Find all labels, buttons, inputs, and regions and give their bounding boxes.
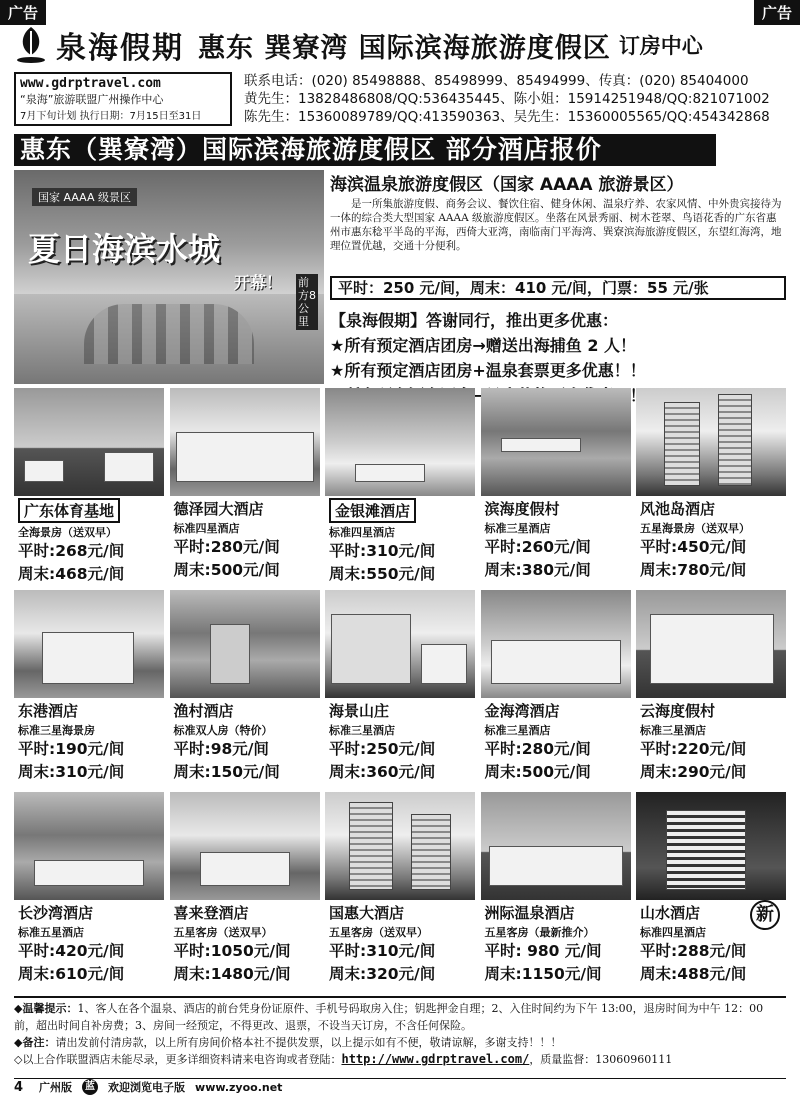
hotel-photo — [170, 388, 320, 496]
hotel-card[interactable] — [325, 590, 475, 792]
hotel-name: 洲际温泉酒店 — [484, 904, 575, 922]
hotel-photo — [481, 388, 631, 496]
booking-center: 订房中心 — [618, 34, 703, 58]
hotel-photo — [636, 590, 786, 698]
hotel-grid — [14, 388, 786, 994]
weekday-price: 平时:310元/间 — [329, 542, 436, 560]
spa-desc: 是一所集旅游度假、商务会议、餐饮住宿、健身休闲、温泉疗养、农家风情、中外贵宾接待为一体的综合类大型国家 AAAA 级旅游度假区。坐落在风景秀丽、树木苍翠、鸟语花香的广东省惠州市惠东稔平半岛的平海，西倚大亚湾，南临南门平海湾、巽寮滨海旅游度假区，东望红海湾，地理位置优越，交通十分便利。 — [330, 198, 782, 252]
valid-dates: 执行日期：7月15日至31日 — [79, 111, 202, 122]
hero-headline: 夏日海滨水城 — [28, 230, 221, 268]
hotel-card[interactable] — [325, 792, 475, 994]
header — [14, 20, 786, 132]
weekend-price: 周末:488元/间 — [640, 965, 747, 983]
website-link[interactable]: http://www.gdrptravel.com/ — [341, 1052, 530, 1066]
spa-section — [330, 170, 786, 274]
hotel-type: 标准三星酒店 — [640, 724, 706, 737]
weekend-price: 周末:1150元/间 — [484, 965, 602, 983]
hotel-name: 金银滩酒店 — [329, 498, 416, 523]
hotel-type: 标准双人房（特价） — [173, 724, 273, 737]
weekend-price: 周末:780元/间 — [640, 561, 747, 579]
hotel-photo — [14, 590, 164, 698]
hotel-photo — [636, 792, 786, 900]
hotel-photo — [325, 792, 475, 900]
tip-text: 1、客人在各个温泉、酒店的前台凭身份证原件、手机号码取房入住；钥匙押金自理；2、入住时间约为下午 13:00，退房时间为中午 12：00 前，超出时间自补房费；3、房间一经预定，不得更改、退票，不设当天订房，不含任何保险。 — [14, 1002, 764, 1032]
hotel-photo — [170, 792, 320, 900]
weekday-price: 平时:98元/间 — [173, 740, 269, 758]
distance-sign: 前方8公里 — [298, 276, 316, 328]
hotel-name: 山水酒店 — [640, 904, 701, 922]
hotel-name: 风池岛酒店 — [640, 500, 716, 518]
hotel-photo — [325, 590, 475, 698]
hotel-name: 长沙湾酒店 — [18, 904, 94, 922]
hotel-type: 标准四星酒店 — [640, 926, 706, 939]
weekend-price: 周末:550元/间 — [329, 565, 436, 583]
weekday-price: 平时:250元/间 — [329, 740, 436, 758]
hotel-name: 喜来登酒店 — [173, 904, 249, 922]
weekend-price: 周末:150元/间 — [173, 763, 280, 781]
weekend-price: 周末:290元/间 — [640, 763, 747, 781]
spa-price: 平时：250 元/间，周末：410 元/间，门票：55 元/张 — [330, 276, 786, 300]
hotel-photo — [14, 388, 164, 496]
hotel-photo — [14, 792, 164, 900]
weekend-price: 周末:380元/间 — [484, 561, 591, 579]
weekday-price: 平时:190元/间 — [18, 740, 125, 758]
leaf-logo-icon — [14, 25, 48, 65]
weekend-price: 周末:310元/间 — [18, 763, 125, 781]
hero-image — [14, 170, 324, 384]
weekday-price: 平时:1050元/间 — [173, 942, 291, 960]
hotel-type: 标准三星酒店 — [484, 522, 551, 535]
new-badge: 新 — [750, 900, 780, 930]
notes-section — [14, 996, 786, 1068]
hotel-type: 五星客房（最新推介） — [484, 926, 595, 939]
spa-title: 海滨温泉旅游度假区（国家 AAAA 旅游景区） — [330, 175, 684, 195]
weekday-price: 平时:268元/间 — [18, 542, 125, 560]
promo-item: ★所有预定酒店团房→赠送出海捕鱼 2 人！ — [330, 336, 637, 355]
plan-label: 7月下旬计划 — [20, 111, 77, 122]
hotel-card[interactable] — [14, 590, 164, 792]
phone-line: 联系电话：(020) 85498888、85498999、85494999、传真：(020) 85404000 — [244, 73, 749, 89]
weekday-price: 平时:220元/间 — [640, 740, 747, 758]
hotel-name: 金海湾酒店 — [484, 702, 560, 720]
website-url[interactable]: www.gdrptravel.com — [20, 76, 161, 91]
resort-title: 惠东 巽寮湾 国际滨海旅游度假区 — [198, 32, 611, 64]
hero-open: 开幕！ — [234, 273, 283, 292]
hotel-type: 标准四星酒店 — [173, 522, 240, 535]
org-name: “泉海”旅游联盟广州操作中心 — [20, 93, 164, 106]
contact-line-2: 陈先生：15360089789/QQ:413590363、吴先生：15360005565/QQ:454342868 — [244, 109, 770, 125]
hotel-name: 云海度假村 — [640, 702, 716, 720]
footer — [14, 1078, 786, 1096]
promo-title: 【泉海假期】答谢同行，推出更多优惠： — [330, 311, 619, 330]
hotel-type: 五星客房（送双早） — [173, 926, 273, 939]
hotel-name: 海景山庄 — [329, 702, 390, 720]
hotel-type: 标准三星酒店 — [329, 724, 395, 737]
ad-tag-right: 广告 — [754, 0, 800, 25]
weekday-price: 平时:450元/间 — [640, 538, 747, 556]
contact-line-1: 黄先生：13828486808/QQ:536435445、陈小姐：15914251948/QQ:821071002 — [244, 91, 770, 107]
performers-shape — [84, 304, 254, 364]
hotel-type: 全海景房（送双早） — [18, 526, 117, 539]
section-banner: 惠东（巽寮湾）国际滨海旅游度假区 部分酒店报价 — [14, 134, 716, 166]
weekday-price: 平时:280元/间 — [173, 538, 280, 556]
remark-label: ◆备注： — [14, 1036, 56, 1049]
page-number: 4 — [14, 1080, 24, 1095]
hotel-card[interactable] — [636, 388, 786, 590]
supervise-phone: ，质量监督：13060960111 — [529, 1053, 673, 1066]
weekend-price: 周末:500元/间 — [484, 763, 591, 781]
weekday-price: 平时:280元/间 — [484, 740, 591, 758]
hotel-type: 标准四星酒店 — [329, 526, 395, 539]
weekday-price: 平时:260元/间 — [484, 538, 591, 556]
weekend-price: 周末:360元/间 — [329, 763, 436, 781]
hotel-card[interactable] — [170, 792, 320, 994]
promo-block — [330, 304, 786, 384]
hotel-photo — [325, 388, 475, 496]
hotel-card[interactable] — [481, 388, 631, 590]
weekend-price: 周末:610元/间 — [18, 965, 125, 983]
edition: 广州版 — [39, 1081, 73, 1094]
hotel-name: 广东体育基地 — [18, 498, 120, 523]
welcome-text: 欢迎浏览电子版 — [108, 1081, 186, 1094]
hotel-name: 德泽园大酒店 — [173, 500, 264, 518]
hotel-card[interactable] — [325, 388, 475, 590]
brand-name: 泉海假期 — [56, 31, 184, 66]
hotel-photo — [170, 590, 320, 698]
hotel-type: 五星客房（送双早） — [329, 926, 428, 939]
weekend-price: 周末:500元/间 — [173, 561, 280, 579]
hotel-card[interactable] — [481, 590, 631, 792]
promo-item: ★所有预定酒店团房+温泉套票更多优惠！！ — [330, 361, 646, 380]
hotel-name: 国惠大酒店 — [329, 904, 405, 922]
hotel-photo — [636, 388, 786, 496]
footer-site[interactable]: www.zyoo.net — [195, 1081, 283, 1094]
hotel-card[interactable] — [636, 590, 786, 792]
hotel-photo — [481, 792, 631, 900]
weekday-price: 平时:420元/间 — [18, 942, 125, 960]
hotel-name: 东港酒店 — [18, 702, 79, 720]
hero-sign: 国家 AAAA 级景区 — [32, 188, 137, 206]
lan-badge: 蓝 — [82, 1079, 98, 1095]
hotel-type: 标准三星酒店 — [484, 724, 551, 737]
hotel-card[interactable] — [14, 388, 164, 590]
weekend-price: 周末:320元/间 — [329, 965, 436, 983]
hotel-type: 标准五星酒店 — [18, 926, 84, 939]
hotel-name: 滨海度假村 — [484, 500, 560, 518]
hotel-card[interactable] — [14, 792, 164, 994]
contact-info — [232, 72, 786, 126]
tip-label: ◆温馨提示： — [14, 1002, 78, 1015]
weekend-price: 周末:468元/间 — [18, 565, 125, 583]
hotel-card[interactable] — [170, 590, 320, 792]
link-prefix: ◇以上合作联盟酒店未能尽录，更多详细资料请来电咨询或者登陆： — [14, 1053, 342, 1066]
remark-text: 请出发前付清房款，以上所有房间价格本社不提供发票，以上提示如有不便，敬请谅解，多谢支持！！！ — [55, 1036, 562, 1049]
hotel-card[interactable] — [170, 388, 320, 590]
weekday-price: 平时:288元/间 — [640, 942, 747, 960]
hotel-photo — [481, 590, 631, 698]
weekend-price: 周末:1480元/间 — [173, 965, 291, 983]
weekday-price: 平时: 980 元/间 — [484, 942, 602, 960]
weekday-price: 平时:310元/间 — [329, 942, 436, 960]
hotel-type: 五星海景房（送双早） — [640, 522, 750, 535]
hotel-card[interactable] — [481, 792, 631, 994]
ad-tag-left: 广告 — [0, 0, 46, 25]
hotel-card[interactable] — [636, 792, 786, 994]
hotel-name: 渔村酒店 — [173, 702, 234, 720]
hotel-type: 标准三星海景房 — [18, 724, 95, 737]
agency-box — [14, 72, 232, 126]
